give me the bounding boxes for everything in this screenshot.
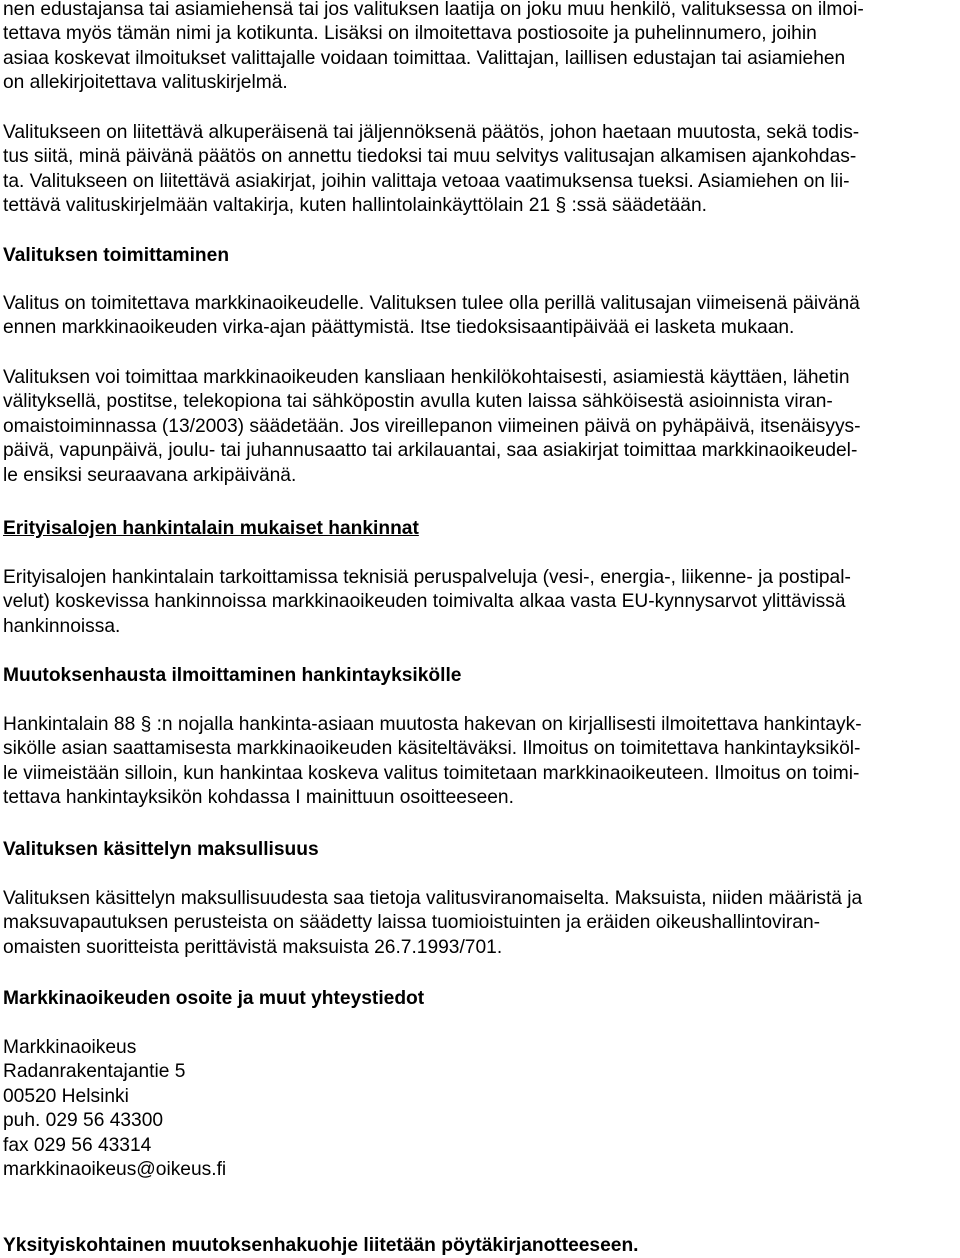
notify-paragraph	[3, 713, 862, 811]
contact-heading: Markkinaoikeuden osoite ja muut yhteystiedot	[3, 988, 425, 1009]
attachments-paragraph	[3, 121, 859, 219]
special-paragraph	[3, 566, 851, 639]
contact-block	[3, 1036, 226, 1182]
text-line: Valituksen voi toimittaa markkinaoikeuden kansliaan henkilökohtaisesti, asiamiestä käyttäen, lähetin	[3, 367, 850, 388]
phone-number: puh. 029 56 43300	[3, 1110, 164, 1132]
text-line: Valituksen käsittelyn maksullisuudesta saa tietoja valitusviranomaiselta. Maksuista, niiden määristä ja	[3, 888, 863, 909]
notify-heading: Muutoksenhausta ilmoittaminen hankintayksikölle	[3, 665, 462, 686]
special-heading: Erityisalojen hankintalain mukaiset hankinnat	[3, 518, 419, 539]
text-line: tettava myös tämän nimi ja kotikunta. Lisäksi on ilmoitettava postiosoite ja puhelinnumero, joihin	[3, 23, 817, 45]
text-line: Valitus on toimitettava markkinaoikeudelle. Valituksen tulee olla perillä valitusajan viimeisenä päivänä	[3, 293, 860, 314]
intro-paragraph	[3, 0, 864, 96]
text-line: le ensiksi seuraavana arkipäivänä.	[3, 464, 297, 486]
text-line: maksuvapautuksen perusteista on säädetty laissa tuomioistuinten ja eräiden oikeushallintoviran-	[3, 912, 821, 934]
fax-number: fax 029 56 43314	[3, 1134, 152, 1156]
delivery-paragraph	[3, 292, 860, 341]
delivery-methods-paragraph	[3, 366, 861, 488]
text-line: päivä, vapunpäivä, joulu- tai juhannusaatto tai arkilauantai, saa asiakirjat toimittaa markkinaoikeudel-	[3, 440, 858, 462]
text-line: sikölle asian saattamisesta markkinaoikeuden käsiteltäväksi. Ilmoitus on toimitettava hankintayksiköl-	[3, 738, 861, 760]
email-address: markkinaoikeus@oikeus.fi	[3, 1159, 227, 1181]
text-line: omaisten suoritteista perittävistä maksuista 26.7.1993/701.	[3, 936, 503, 958]
fees-paragraph	[3, 887, 862, 960]
footer-note: Yksityiskohtainen muutoksenhakuohje liitetään pöytäkirjanotteeseen.	[3, 1235, 639, 1256]
text-line: nen edustajansa tai asiamiehensä tai jos valituksen laatija on joku muu henkilö, valituksessa on ilmoi-	[3, 0, 864, 20]
text-line: ta. Valitukseen on liitettävä asiakirjat, joihin valittaja vetoaa vaatimuksensa tueksi. Asiamiehen on lii-	[3, 170, 850, 192]
fees-heading: Valituksen käsittelyn maksullisuus	[3, 839, 319, 860]
text-line: Erityisalojen hankintalain tarkoittamissa teknisiä peruspalveluja (vesi-, energia-, liikenne- ja postipal-	[3, 567, 851, 588]
text-line: omaistoiminnassa (13/2003) säädetään. Jos vireillepanon viimeinen päivä on pyhäpäivä, itsenäisyys-	[3, 415, 861, 437]
text-line: ennen markkinaoikeuden virka-ajan päättymistä. Itse tiedoksisaantipäivää ei lasketa mukaan.	[3, 317, 795, 339]
text-line: asiaa koskevat ilmoitukset valittajalle voidaan toimittaa. Valittajan, laillisen edustajan tai asiamiehen	[3, 47, 846, 69]
text-line: Hankintalain 88 § :n nojalla hankinta-asiaan muutosta hakevan on kirjallisesti ilmoitettava hankintayk-	[3, 714, 862, 735]
text-line: hankinnoissa.	[3, 615, 121, 637]
delivery-heading: Valituksen toimittaminen	[3, 245, 230, 266]
text-line: tettävä valituskirjelmään valtakirja, kuten hallintolainkäyttölain 21 § :ssä säädetään.	[3, 195, 707, 217]
text-line: välityksellä, postitse, telekopiona tai sähköpostin avulla kuten laissa sähköisestä asioinnista viran-	[3, 391, 833, 413]
court-name: Markkinaoikeus	[3, 1037, 137, 1058]
text-line: le viimeistään silloin, kun hankintaa koskeva valitus toimitetaan markkinaoikeuteen. Ilmoitus on toimi-	[3, 762, 860, 784]
street-address: Radanrakentajantie 5	[3, 1061, 186, 1083]
text-line: tus siitä, minä päivänä päätös on annettu tiedoksi tai muu selvitys valitusajan alkamisen ajankohdas-	[3, 146, 857, 168]
postal-city: 00520 Helsinki	[3, 1085, 129, 1107]
text-line: velut) koskevissa hankinnoissa markkinaoikeuden toimivalta alkaa vasta EU-kynnysarvot ylittävissä	[3, 591, 846, 613]
text-line: on allekirjoitettava valituskirjelmä.	[3, 72, 288, 94]
text-line: Valitukseen on liitettävä alkuperäisenä tai jäljennöksenä päätös, johon haetaan muutosta, sekä todis-	[3, 122, 860, 143]
text-line: tettava hankintayksikön kohdassa I mainittuun osoitteeseen.	[3, 787, 514, 809]
